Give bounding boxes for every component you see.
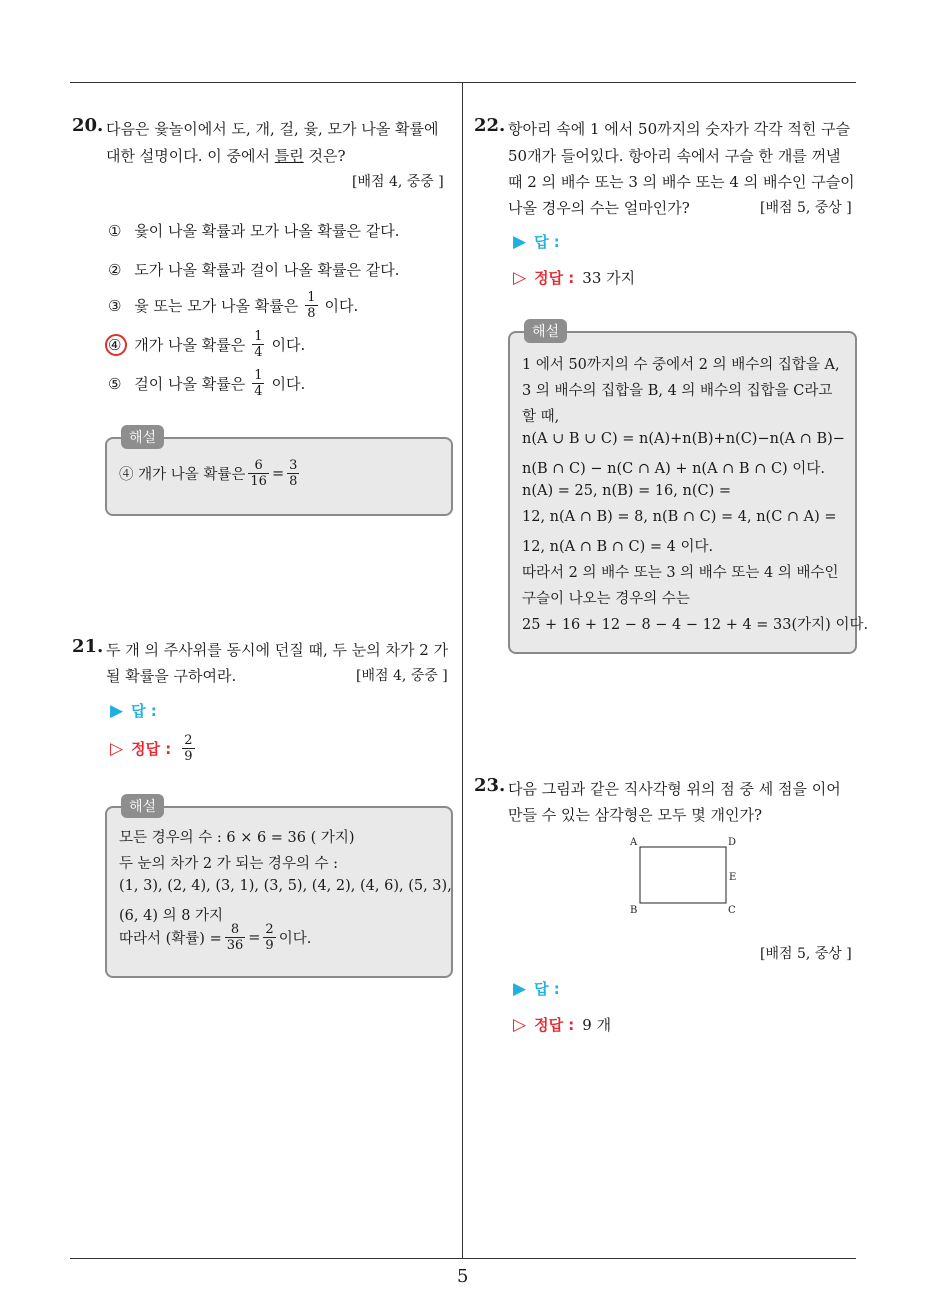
explanation-text: (1, 3), (2, 4), (3, 1), (3, 5), (4, 2), (4, 6), (5, 3), bbox=[119, 878, 452, 894]
outline-arrow-icon: ▷ bbox=[513, 267, 527, 288]
question-text: 대한 설명이다. 이 중에서 틀린 것은? bbox=[106, 147, 346, 165]
explanation-text: 모든 경우의 수 : 6 × 6 = 36 ( 가지) bbox=[119, 830, 355, 846]
choice-1[interactable]: ① 윷이 나올 확률과 모가 나올 확률은 같다. bbox=[108, 221, 400, 240]
question-text: 50개가 들어있다. 항아리 속에서 구슬 한 개를 꺼낼 bbox=[508, 147, 841, 165]
correct-answer-row: ▷ 정답 : $\frac{2}{9}$ bbox=[110, 733, 193, 764]
point-label-b: B bbox=[630, 905, 638, 916]
question-number: 20. bbox=[72, 115, 104, 136]
explanation-box bbox=[105, 430, 453, 516]
explanation-text: 두 눈의 차가 2 가 되는 경우의 수 : bbox=[119, 856, 339, 872]
question-text: 다음 그림과 같은 직사각형 위의 점 중 세 점을 이어 bbox=[508, 780, 841, 798]
rectangle-shape bbox=[640, 847, 726, 903]
answer-input-row[interactable]: ▶ 답 : bbox=[110, 700, 157, 721]
explanation-tab: 해설 bbox=[524, 319, 567, 343]
top-rule bbox=[70, 82, 856, 83]
choice-3[interactable]: ③ 윷 또는 모가 나올 확률은 $\frac{1}{8}$ 이다. bbox=[108, 290, 359, 321]
explanation-tab: 해설 bbox=[121, 794, 164, 818]
explanation-box bbox=[508, 324, 869, 654]
correct-answer-row: ▷ 정답 : 33 가지 bbox=[513, 267, 636, 288]
question-number: 23. bbox=[474, 775, 506, 796]
question-text: 다음은 윷놀이에서 도, 개, 걸, 윷, 모가 나올 확률에 bbox=[106, 120, 439, 138]
explanation-text: n(A ∪ B ∪ C) = n(A)+n(B)+n(C)−n(A ∩ B)− bbox=[522, 431, 845, 447]
play-arrow-icon: ▶ bbox=[513, 231, 527, 252]
question-text: 때 2 의 배수 또는 3 의 배수 또는 4 의 배수인 구슬이 bbox=[508, 173, 855, 191]
explanation-text: 따라서 2 의 배수 또는 3 의 배수 또는 4 의 배수인 bbox=[522, 565, 839, 581]
fraction: $\frac{1}{4}$ bbox=[254, 329, 263, 360]
explanation-text: 3 의 배수의 집합을 B, 4 의 배수의 집합을 C라고 bbox=[522, 383, 833, 399]
question-text: 나올 경우의 수는 얼마인가? bbox=[508, 199, 690, 217]
score-label: [배점 5, 중상 ] bbox=[760, 200, 852, 216]
outline-arrow-icon: ▷ bbox=[110, 738, 124, 759]
score-label: [배점 4, 중중 ] bbox=[356, 668, 448, 684]
choice-5[interactable]: ⑤ 걸이 나올 확률은 $\frac{1}{4}$ 이다. bbox=[108, 368, 306, 399]
explanation-text: 할 때, bbox=[522, 409, 560, 425]
play-arrow-icon: ▶ bbox=[110, 700, 124, 721]
question-number: 22. bbox=[474, 115, 506, 136]
explanation-text: 1 에서 50까지의 수 중에서 2 의 배수의 집합을 A, bbox=[522, 357, 840, 373]
score-label: [배점 5, 중상 ] bbox=[760, 946, 852, 962]
fraction: $\frac{2}{9}$ bbox=[184, 733, 193, 764]
correct-answer-row: ▷ 정답 : 9 개 bbox=[513, 1014, 612, 1035]
explanation-text: (6, 4) 의 8 가지 bbox=[119, 908, 224, 924]
fraction: $\frac{1}{8}$ bbox=[307, 290, 316, 321]
answer-input-row[interactable]: ▶ 답 : bbox=[513, 978, 560, 999]
answer-input-row[interactable]: ▶ 답 : bbox=[513, 231, 560, 252]
explanation-text: n(B ∩ C) − n(C ∩ A) + n(A ∩ B ∩ C) 이다. bbox=[522, 461, 825, 477]
outline-arrow-icon: ▷ bbox=[513, 1014, 527, 1035]
play-arrow-icon: ▶ bbox=[513, 978, 527, 999]
explanation-text: 구슬이 나오는 경우의 수는 bbox=[522, 591, 690, 607]
point-label-a: A bbox=[630, 837, 638, 848]
question-text: 만들 수 있는 삼각형은 모두 몇 개인가? bbox=[508, 806, 763, 824]
explanation-text: 12, n(A ∩ B ∩ C) = 4 이다. bbox=[522, 539, 714, 555]
rectangle-figure bbox=[625, 833, 745, 923]
point-label-e: E bbox=[729, 872, 737, 883]
explanation-box bbox=[105, 799, 453, 978]
page-number: 5 bbox=[457, 1266, 469, 1287]
choice-2[interactable]: ② 도가 나올 확률과 걸이 나올 확률은 같다. bbox=[108, 260, 400, 279]
fraction: $\frac{1}{4}$ bbox=[254, 368, 263, 399]
column-divider bbox=[462, 82, 463, 1258]
point-label-d: D bbox=[728, 837, 737, 848]
score-label: [배점 4, 중중 ] bbox=[352, 174, 444, 190]
explanation-text: 25 + 16 + 12 − 8 − 4 − 12 + 4 = 33(가지) 이다. bbox=[522, 617, 869, 633]
question-text: 두 개 의 주사위를 동시에 던질 때, 두 눈의 차가 2 가 bbox=[106, 641, 449, 659]
explanation-text: ④ 개가 나올 확률은 $\frac{6}{16}$ = $\frac{3}{8}$ bbox=[119, 458, 298, 489]
bottom-rule bbox=[70, 1258, 856, 1259]
question-text: 될 확률을 구하여라. bbox=[106, 667, 237, 685]
explanation-text: n(A) = 25, n(B) = 16, n(C) = bbox=[522, 483, 732, 499]
question-number: 21. bbox=[72, 636, 104, 657]
explanation-text: 12, n(A ∩ B) = 8, n(B ∩ C) = 4, n(C ∩ A) = bbox=[522, 509, 837, 525]
explanation-text: 따라서 (확률) = $\frac{8}{36}$ = $\frac{2}{9}$ 이다. bbox=[119, 922, 312, 953]
explanation-tab: 해설 bbox=[121, 425, 164, 449]
choice-4[interactable]: ④ 개가 나올 확률은 $\frac{1}{4}$ 이다. bbox=[108, 329, 306, 360]
question-text: 항아리 속에 1 에서 50까지의 숫자가 각각 적힌 구슬 bbox=[508, 120, 851, 138]
point-label-c: C bbox=[728, 905, 736, 916]
